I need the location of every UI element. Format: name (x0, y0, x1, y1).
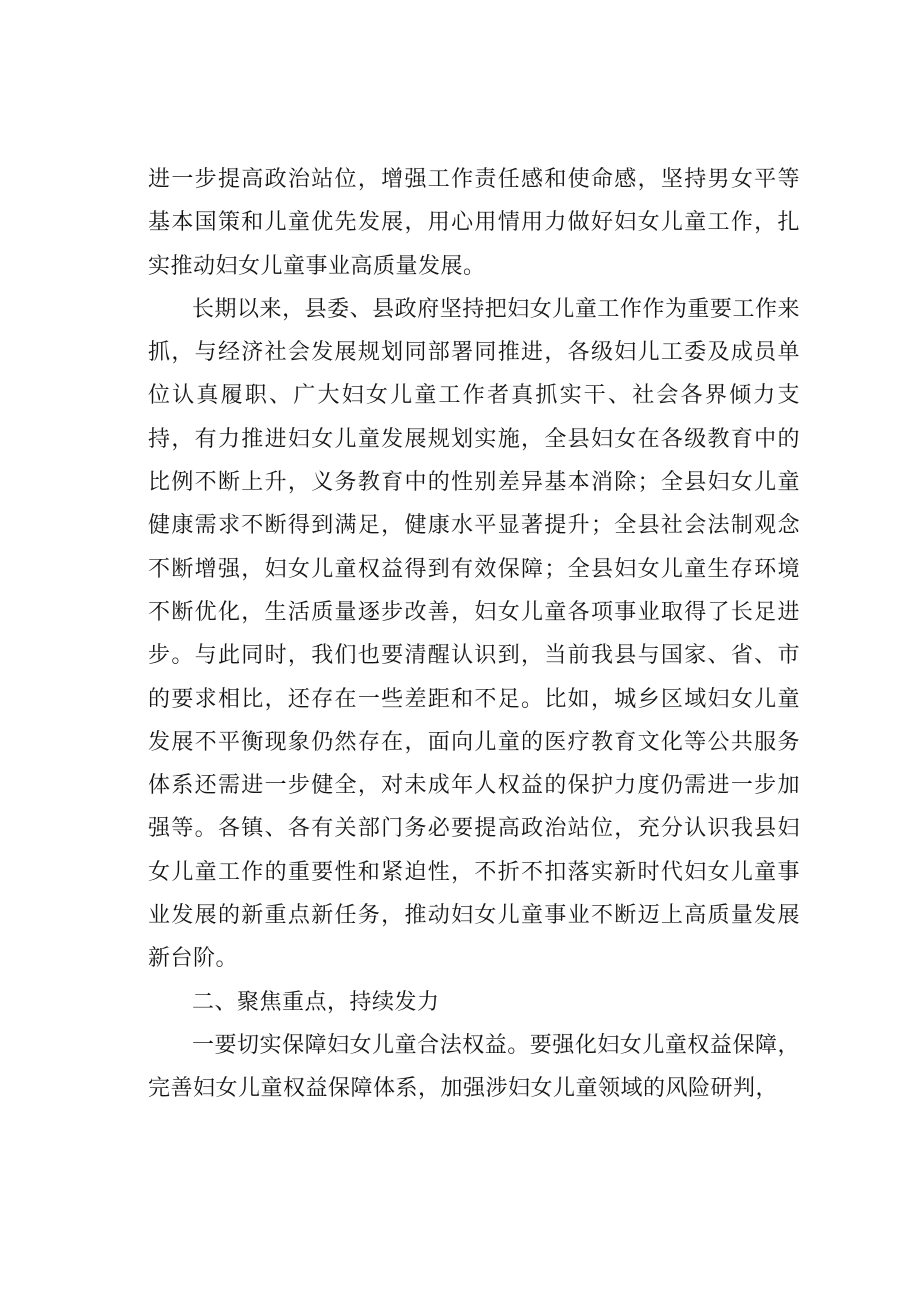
document-body (148, 158, 800, 1111)
section-heading: 二、聚焦重点，持续发力 (192, 989, 440, 1015)
paragraph-continuation: 进一步提高政治站位，增强工作责任感和使命感，坚持男女平等基本国策和儿童优先发展，用心用情用力做好妇女儿童工作，扎实推动妇女儿童事业高质量发展。 (148, 167, 800, 279)
paragraph-section-two: 一要切实保障妇女儿童合法权益。要强化妇女儿童权益保障，完善妇女儿童权益保障体系，加强涉妇女儿童领域的风险研判， (148, 1032, 800, 1102)
paragraph-long-term-work: 长期以来，县委、县政府坚持把妇女儿童工作作为重要工作来抓，与经济社会发展规划同部署同推进，各级妇儿工委及成员单位认真履职、广大妇女儿童工作者真抓实干、社会各界倾力支持，有力推进妇女儿童发展规划实施，全县妇女在各级教育中的比例不断上升，义务教育中的性别差异基本消除；全县妇女儿童健康需求不断得到满足，健康水平显著提升；全县社会法制观念不断增强，妇女儿童权益得到有效保障；全县妇女儿童生存环境不断优化，生活质量逐步改善，妇女儿童各项事业取得了长足进步。与此同时，我们也要清醒认识到，当前我县与国家、省、市的要求相比，还存在一些差距和不足。比如，城乡区域妇女儿童发展不平衡现象仍然存在，面向儿童的医疗教育文化等公共服务体系还需进一步健全，对未成年人权益的保护力度仍需进一步加强等。各镇、各有关部门务必要提高政治站位，充分认识我县妇女儿童工作的重要性和紧迫性，不折不扣落实新时代妇女儿童事业发展的新重点新任务，推动妇女儿童事业不断迈上高质量发展新台阶。 (148, 296, 800, 972)
